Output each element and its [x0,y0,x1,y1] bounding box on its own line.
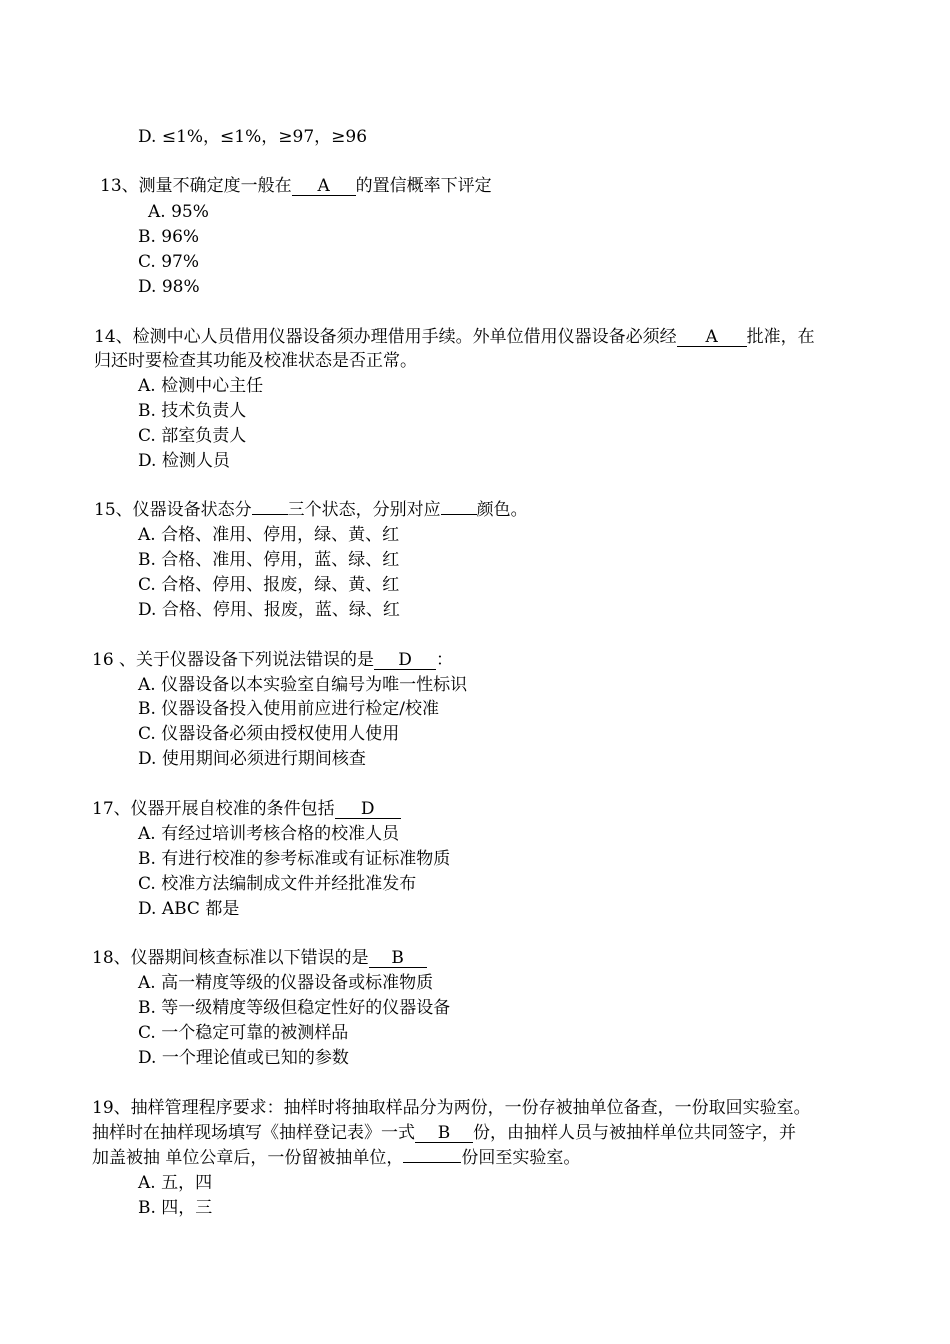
q16-option-c: C. 仪器设备必须由授权使用人使用 [138,724,400,744]
q14-answer-blank: A [677,328,747,347]
q15-option-b: B. 合格、准用、停用，蓝、绿、红 [138,550,400,570]
q17-option-b: B. 有进行校准的参考标准或有证标准物质 [138,849,451,869]
q19-stem-line2: 抽样时在抽样现场填写《抽样登记表》一式 B 份，由抽样人员与被抽样单位共同签字，并 [92,1123,796,1143]
q14-option-c: C. 部室负责人 [138,426,247,446]
q19-option-b: B. 四，三 [138,1198,213,1218]
q14-option-a: A. 检测中心主任 [138,376,264,396]
q14-option-d: D. 检测人员 [138,451,230,471]
q17-stem: 17、仪器开展自校准的条件包括 D [92,797,401,821]
q15-option-d: D. 合格、停用、报废，蓝、绿、红 [138,600,400,620]
prev-option-d: D. ≤1%，≤1%，≥97，≥96 [138,127,368,147]
q19-answer-blank-1: B [415,1124,473,1143]
q16-stem: 16 、关于仪器设备下列说法错误的是 D ： [92,650,454,670]
q19-answer-blank-2 [403,1162,461,1163]
q15-blank-2 [441,514,477,515]
q15-stem: 15、仪器设备状态分 三个状态，分别对应 颜色。 [94,500,528,520]
q17-option-d: D. ABC 都是 [138,899,240,919]
q16-answer-blank: D [374,651,436,670]
q14-stem-line1: 14、检测中心人员借用仪器设备须办理借用手续。外单位借用仪器设备必须经 A 批准，在 [94,327,815,347]
q18-option-d: D. 一个理论值或已知的参数 [138,1048,349,1068]
q13-option-b: B. 96% [138,227,200,247]
q19-stem-line1: 19、抽样管理程序要求：抽样时将抽取样品分为两份，一份存被抽单位备查，一份取回实验室。 [92,1098,811,1118]
q18-option-b: B. 等一级精度等级但稳定性好的仪器设备 [138,998,451,1018]
q16-option-d: D. 使用期间必须进行期间核查 [138,749,366,769]
q13-stem: 13、测量不确定度一般在 A 的置信概率下评定 [100,176,492,196]
q13-option-a: A. 95% [148,202,209,222]
q18-option-c: C. 一个稳定可靠的被测样品 [138,1023,349,1043]
q17-option-c: C. 校准方法编制成文件并经批准发布 [138,874,417,894]
q13-answer-blank: A [292,177,356,196]
q19-stem-line3: 加盖被抽 单位公章后，一份留被抽单位， 份回至实验室。 [92,1148,581,1168]
q16-option-a: A. 仪器设备以本实验室自编号为唯一性标识 [138,675,468,695]
q18-option-a: A. 高一精度等级的仪器设备或标准物质 [138,973,434,993]
q13-option-c: C. 97% [138,252,199,272]
q18-answer-blank: B [369,949,427,968]
q19-option-a: A. 五，四 [138,1173,213,1193]
q18-stem: 18、仪器期间核查标准以下错误的是 B [92,946,427,970]
q17-answer-blank: D [335,800,401,819]
q13-option-d: D. 98% [138,277,200,297]
q16-option-b: B. 仪器设备投入使用前应进行检定/校准 [138,699,440,719]
q15-option-c: C. 合格、停用、报废，绿、黄、红 [138,575,400,595]
q15-option-a: A. 合格、准用、停用，绿、黄、红 [138,525,400,545]
q14-option-b: B. 技术负责人 [138,401,247,421]
q15-blank-1 [252,514,288,515]
q17-option-a: A. 有经过培训考核合格的校准人员 [138,824,400,844]
q14-stem-line2: 归还时要检查其功能及校准状态是否正常。 [94,351,417,371]
